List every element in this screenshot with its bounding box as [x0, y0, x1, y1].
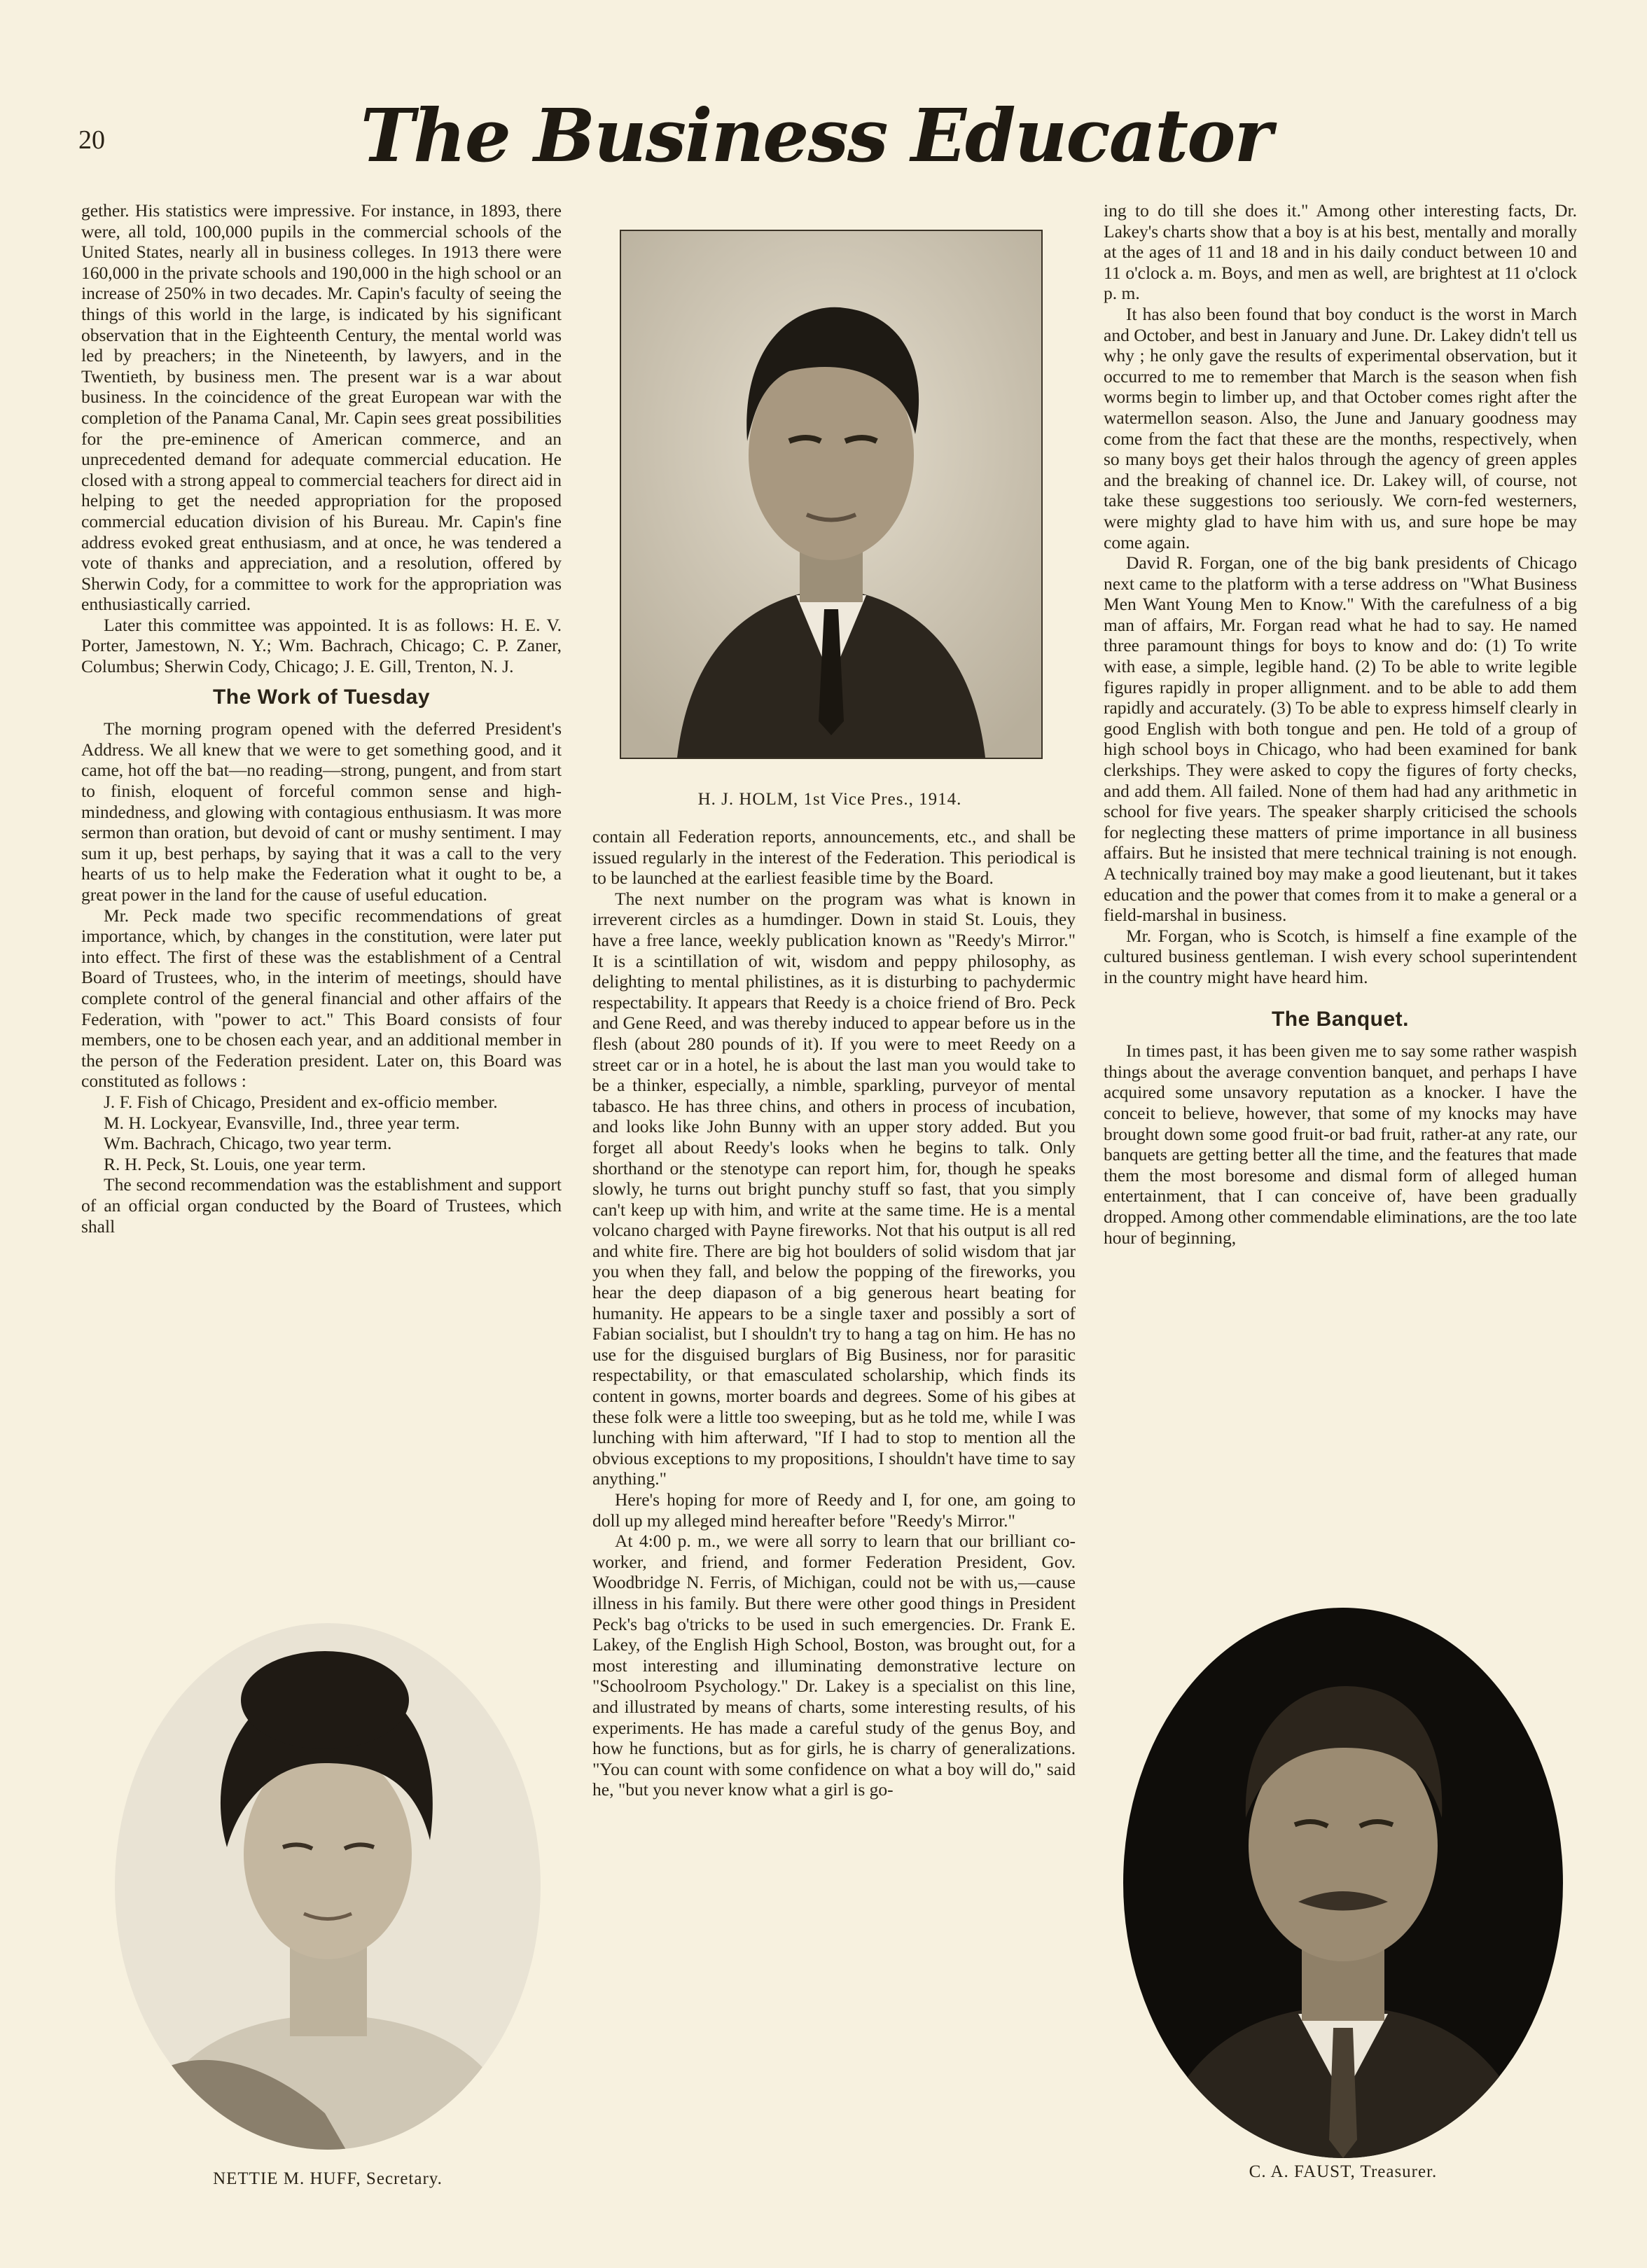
- paragraph: The second recommendation was the establishment and support of an official organ conducted by the Board of Trustees, which shall: [81, 1174, 562, 1237]
- paragraph: J. F. Fish of Chicago, President and ex-officio member.: [104, 1091, 498, 1112]
- paragraph: Mr. Peck made two specific recommendations of great importance, which, by changes in the constitution, were later put into effect. The first of these was the establishment of a Central Board of Trustees, who, in the interim of meetings, should have complete control of the general financial and other affairs of the Federation, with "power to act." This Board consists of four members, one to be chosen each year, and an additional member in the person of the Federation president. Later on, this Board was constituted as follows :: [81, 905, 562, 1092]
- paragraph: Later this committee was appointed. It is as follows: H. E. V. Porter, Jamestown, N. Y.; Wm. Bachrach, Chicago; C. P. Zaner, Columbus; Sherwin Cody, Chicago; J. E. Gill, Trenton, N. J.: [81, 614, 562, 677]
- paragraph: The morning program opened with the deferred President's Address. We all knew that we were to get something good, and it came, hot off the bat—no reading—strong, pungent, and from start to finish, eloquent of forceful common sense and high-mindedness, and glowing with contagious enthusiasm. It was more sermon than oration, but devoid of cant or mushy sentiment. I may sum it up, best perhaps, by saying that it was a call to the very hearts of us to help make the Federation what it ought to be, a great power in the land for the cause of useful education.: [81, 718, 562, 905]
- caption-holm: H. J. HOLM, 1st Vice Pres., 1914.: [697, 790, 962, 809]
- paragraph: R. H. Peck, St. Louis, one year term.: [104, 1153, 366, 1174]
- portrait-huff-image: [115, 1623, 541, 2150]
- portrait-faust-image: [1123, 1608, 1563, 2158]
- paragraph: In times past, it has been given me to say some rather waspish things about the average convention banquet, and perhaps I have acquired some unsavory reputation as a knocker. I have the conceit to believe, however, that some of my knocks may have brought down some good fruit-or bad fruit, rather-at any rate, our banquets are getting better all the time, and the features that made them the most boresome and dismal form of alleged human entertainment, that I can conceive of, have been gradually dropped. Among other commendable eliminations, are the too late hour of beginning,: [1104, 1041, 1577, 1248]
- paragraph: Mr. Forgan, who is Scotch, is himself a fine example of the cultured business gentleman. I wish every school superintendent in the country might have heard him.: [1104, 925, 1577, 987]
- paragraph: The next number on the program was what is known in irreverent circles as a humdinger. Down in staid St. Louis, they have a free lance, weekly publication known as "Reedy's Mirror." It is a scintillation of wit, wisdom and peppy philosophy, as delighting to mental philistines, as it is disturbing to pachydermic respectability. It appears that Reedy is a choice friend of Bro. Peck and Gene Reed, and was thereby induced to appear before us in the flesh (about 280 pounds of it). If you were to meet Reedy on a street car or in a hotel, he is about the last man you would take to be a thinker, especially, a nimble, sparkling, purveyor of mental tabasco. He has three chins, and others in process of incubation, and looks like John Bunny with an upper story added. But you forget all about Reedy's looks when he begins to talk. Only shorthand or the stenotype can report him, for, though he speaks slowly, he turns out bright punchy stuff so fast, that you simply can't keep up with him, and write at the same time. He is a mental volcano charged with Payne fireworks. Not that his output is all red and white fire. There are big hot boulders of solid wisdom that jar you when they fall, and below the popping of the fireworks, you hear the deep diapason of a big generous heart beating for humanity. He appears to be a single taxer and possibly a sort of Fabian socialist, but I shouldn't try to hang a tag on him. He has no use for the disguised burglars of Big Business, nor for parasitic respectability, or that emasculated scholarship, which finds its content in gowns, morter boards and degrees. Some of his gibes at these folk were a little too sweeping, but as he told me, while I was lunching with him afterward, "If I had to stop to mention all the obvious exceptions to my propositions, I shouldn't have time to say anything.": [592, 888, 1076, 1489]
- paragraph: It has also been found that boy conduct is the worst in March and October, and best in January and June. Dr. Lakey didn't tell us why ; he only gave the results of experimental observation, but it occurred to me to remember that March is the season when fish worms begin to limber up, and that October comes right after the watermellon season. Also, the June and January goodness may come from the fact that these are the months, respectively, when so many boys get their halos through the agency of green apples and the breaking of channel ice. Dr. Lakey will, of course, not take these suggestions too seriously. We corn-fed westerners, were mighty glad to have him with us, and sure hope be may come again.: [1104, 303, 1577, 552]
- section-heading: The Banquet.: [1271, 1007, 1409, 1031]
- column-left: [81, 200, 562, 1237]
- column-middle: [592, 826, 1076, 1800]
- section-heading: The Work of Tuesday: [212, 685, 431, 709]
- caption-huff: NETTIE M. HUFF, Secretary.: [213, 2169, 443, 2188]
- paragraph: At 4:00 p. m., we were all sorry to learn that our brilliant co-worker, and friend, and former Federation President, Gov. Woodbridge N. Ferris, of Michigan, could not be with us,—cause illness in his family. But there were other good things in President Peck's bag o'tricks to be used in such emergencies. Dr. Frank E. Lakey, of the English High School, Boston, was brought out, for a most interesting and illuminating demonstrative lecture on "Schoolroom Psychology." Dr. Lakey is a specialist on this line, and illustrated by means of charts, some interesting results, of his experiments. He has made a careful study of the genus Boy, and how he functions, but as for girls, he is charry of generalizations. "You can count with some confidence on what a boy will do," said he, "but you never know what a girl is go-: [592, 1531, 1076, 1800]
- masthead: [360, 90, 1272, 181]
- paragraph: gether. His statistics were impressive. For instance, in 1893, there were, all told, 100,000 pupils in the commercial schools of the United States, nearly all in business colleges. In 1913 there were 160,000 in the private schools and 190,000 in the high school or an increase of 250% in two decades. Mr. Capin's faculty of seeing the things of this world in the large, is indicated by his significant observation that in the Eighteenth Century, the mental world was led by preachers; in the Nineteenth, by lawyers, and in the Twentieth, by business men. The present war is a war about business. In the coincidence of the great European war with the completion of the Panama Canal, Mr. Capin sees great possibilities for the pre-eminence of American commerce, and an unprecedented demand for adequate commercial education. He closed with a strong appeal to commercial teachers for direct aid in helping to get the needed appropriation for the proposed commercial education division of his Bureau. Mr. Capin's fine address evoked great enthusiasm, and at once, he was tendered a vote of thanks and appreciation, and a resolution, offered by Sherwin Cody, for a committee to work for the appropriation was enthusiastically carried.: [81, 200, 562, 615]
- paragraph: M. H. Lockyear, Evansville, Ind., three year term.: [104, 1112, 460, 1133]
- portrait-holm: [620, 230, 1043, 759]
- column-right: [1104, 200, 1577, 1248]
- masthead-title: The Business Educator: [360, 92, 1272, 179]
- paragraph: ing to do till she does it." Among other interesting facts, Dr. Lakey's charts show that a boy is at his best, mentally and morally at the ages of 11 and 18 and in his daily conduct between 10 and 11 o'clock a. m. Boys, and men as well, are brightest at 11 o'clock p. m.: [1104, 200, 1577, 304]
- paragraph: David R. Forgan, one of the big bank presidents of Chicago next came to the platform with a terse address on "What Business Men Want Young Men to Know." With the carefulness of a big man of affairs, Mr. Forgan read what he had to say. He named three paramount things for boys to know and do: (1) To write with ease, a simple, legible hand. (2) To be able to write legible figures rapidly in proper allignment. and to be able to add them rapidly and accurately. (3) To be able to express himself clearly in good English with both tongue and pen. He told of a group of high school boys in Chicago, who had been examined for bank clerkships. They were asked to copy the figures of forty checks, and add them. All failed. None of them had had any arithmetic in school for five years. The speaker sharply criticised the schools for neglecting these matters of prime importance in all business affairs. But he insisted that mere technical training is not enough. A technically trained boy may make a good lieutenant, but it takes education and the power that comes from it to make a general or a field-marshal in business.: [1104, 552, 1577, 926]
- paragraph: contain all Federation reports, announcements, etc., and shall be issued regularly in the interest of the Federation. This periodical is to be launched at the earliest feasible time by the Board.: [592, 826, 1076, 889]
- portrait-faust: [1123, 1608, 1563, 2158]
- paragraph: Wm. Bachrach, Chicago, two year term.: [104, 1133, 392, 1154]
- page-number: 20: [78, 125, 105, 155]
- caption-faust: C. A. FAUST, Treasurer.: [1249, 2162, 1438, 2181]
- paragraph: Here's hoping for more of Reedy and I, for one, am going to doll up my alleged mind hereafter before "Reedy's Mirror.": [592, 1489, 1076, 1531]
- portrait-huff: [115, 1623, 541, 2150]
- portrait-holm-image: [621, 231, 1041, 758]
